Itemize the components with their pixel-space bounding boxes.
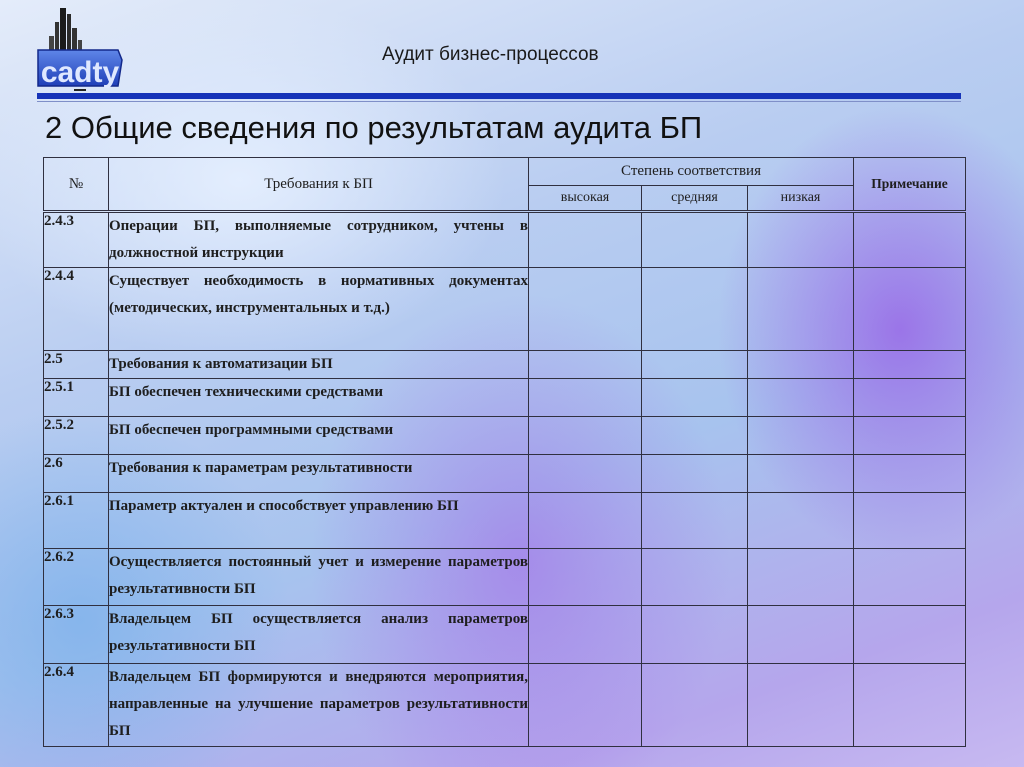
cell-low[interactable]	[748, 417, 854, 455]
cell-low[interactable]	[748, 664, 854, 747]
cell-high[interactable]	[529, 549, 642, 606]
slide-title: 2 Общие сведения по результатам аудита БП	[45, 110, 703, 145]
table-row	[44, 493, 966, 549]
cell-low[interactable]	[748, 549, 854, 606]
cell-note[interactable]	[854, 417, 966, 455]
logo-text: cadty	[40, 56, 120, 89]
cell-low[interactable]	[748, 268, 854, 351]
table-row	[44, 455, 966, 493]
cell-high[interactable]	[529, 664, 642, 747]
row-number: 2.4.4	[44, 268, 109, 351]
cell-note[interactable]	[854, 606, 966, 664]
cell-medium[interactable]	[642, 549, 748, 606]
column-header-high: высокая	[529, 186, 642, 212]
row-number: 2.5.2	[44, 417, 109, 455]
row-number: 2.6.1	[44, 493, 109, 549]
column-header-medium: средняя	[642, 186, 748, 212]
cell-high[interactable]	[529, 379, 642, 417]
header-divider	[37, 93, 961, 99]
cell-high[interactable]	[529, 417, 642, 455]
cell-high[interactable]	[529, 268, 642, 351]
table-row	[44, 606, 966, 664]
presentation-title: Аудит бизнес-процессов	[382, 44, 599, 65]
cell-high[interactable]	[529, 455, 642, 493]
cell-note[interactable]	[854, 664, 966, 747]
row-number: 2.6.4	[44, 664, 109, 747]
cell-medium[interactable]	[642, 455, 748, 493]
cell-high[interactable]	[529, 493, 642, 549]
column-header-low: низкая	[748, 186, 854, 212]
cell-note[interactable]	[854, 212, 966, 268]
column-header-degree: Степень соответствия	[529, 158, 854, 186]
cell-high[interactable]	[529, 212, 642, 268]
cell-medium[interactable]	[642, 417, 748, 455]
column-header-number: №	[44, 158, 109, 212]
row-requirement: Владельцем БП формируются и внедряются мероприятия, направленные на улучшение параметров результативности БП	[109, 664, 529, 747]
cell-medium[interactable]	[642, 606, 748, 664]
cell-medium[interactable]	[642, 268, 748, 351]
cell-note[interactable]	[854, 455, 966, 493]
cell-high[interactable]	[529, 351, 642, 379]
row-requirement: Требования к автоматизации БП	[109, 351, 529, 379]
row-requirement: Существует необходимость в нормативных документах (методических, инструментальных и т.д.)	[109, 268, 529, 351]
cell-medium[interactable]	[642, 212, 748, 268]
cell-medium[interactable]	[642, 664, 748, 747]
cell-low[interactable]	[748, 379, 854, 417]
table-row	[44, 351, 966, 379]
row-number: 2.6.3	[44, 606, 109, 664]
row-number: 2.5	[44, 351, 109, 379]
cell-low[interactable]	[748, 606, 854, 664]
table-row	[44, 664, 966, 747]
cell-low[interactable]	[748, 351, 854, 379]
row-requirement: Операции БП, выполняемые сотрудником, учтены в должностной инструкции	[109, 212, 529, 268]
cell-note[interactable]	[854, 268, 966, 351]
row-requirement: Параметр актуален и способствует управлению БП	[109, 493, 529, 549]
cell-note[interactable]	[854, 493, 966, 549]
company-logo	[34, 6, 126, 92]
row-requirement: Владельцем БП осуществляется анализ параметров результативности БП	[109, 606, 529, 664]
table-row	[44, 417, 966, 455]
cell-high[interactable]	[529, 606, 642, 664]
table-row	[44, 212, 966, 268]
header-divider-thin	[37, 101, 961, 102]
row-requirement: Требования к параметрам результативности	[109, 455, 529, 493]
cell-note[interactable]	[854, 549, 966, 606]
row-number: 2.4.3	[44, 212, 109, 268]
column-header-requirements: Требования к БП	[109, 158, 529, 212]
cell-low[interactable]	[748, 455, 854, 493]
table-row	[44, 379, 966, 417]
column-header-note: Примечание	[854, 158, 966, 212]
cell-note[interactable]	[854, 379, 966, 417]
cell-medium[interactable]	[642, 379, 748, 417]
row-requirement: БП обеспечен программными средствами	[109, 417, 529, 455]
row-number: 2.6	[44, 455, 109, 493]
cell-medium[interactable]	[642, 493, 748, 549]
cell-medium[interactable]	[642, 351, 748, 379]
row-number: 2.5.1	[44, 379, 109, 417]
table-row	[44, 268, 966, 351]
cell-low[interactable]	[748, 493, 854, 549]
cell-low[interactable]	[748, 212, 854, 268]
cell-note[interactable]	[854, 351, 966, 379]
row-requirement: БП обеспечен техническими средствами	[109, 379, 529, 417]
audit-table	[43, 157, 966, 747]
row-number: 2.6.2	[44, 549, 109, 606]
row-requirement: Осуществляется постоянный учет и измерение параметров результативности БП	[109, 549, 529, 606]
table-row	[44, 549, 966, 606]
